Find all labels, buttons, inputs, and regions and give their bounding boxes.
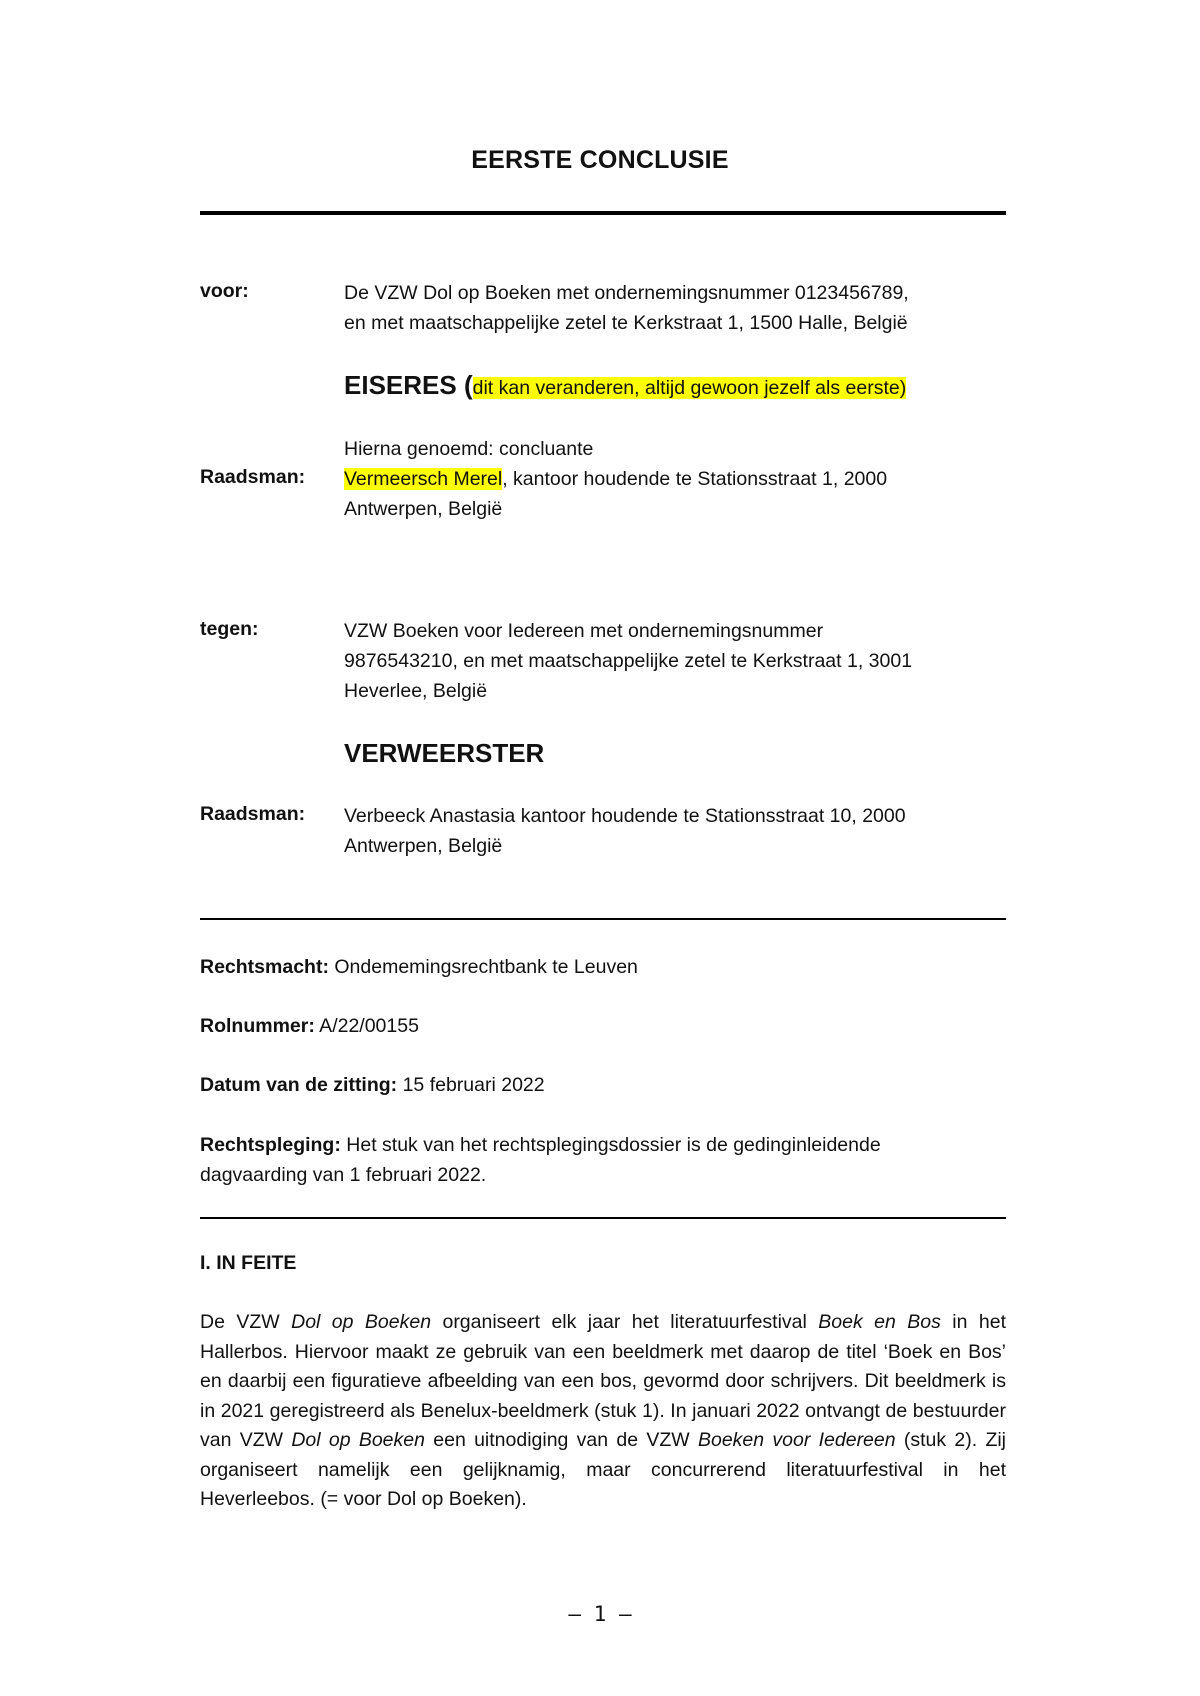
section-heading: I. IN FEITE — [200, 1252, 297, 1274]
para-text-4: een uitnodiging van de VZW — [424, 1429, 698, 1451]
eiseres-counsel-line-1 — [344, 464, 887, 494]
para-text-2: organiseert elk jaar het literatuurfestival — [431, 1311, 819, 1333]
verweerster-counsel-line-1: Verbeeck Anastasia kantoor houdende te Stationsstraat 10, 2000 — [344, 805, 906, 827]
rechtspleging-label: Rechtspleging: — [200, 1134, 341, 1156]
verweerster-line-1: VZW Boeken voor Iedereen met ondernemingsnummer — [344, 620, 824, 642]
para-em-dol-op-boeken: Dol op Boeken — [291, 1311, 432, 1333]
verweerster-heading: VERWEERSTER — [344, 738, 545, 768]
rechtspleging-line-2: dagvaarding van 1 februari 2022. — [200, 1164, 487, 1186]
rolnummer-label: Rolnummer: — [200, 1015, 315, 1037]
eiseres-line-2: en met maatschappelijke zetel te Kerkstraat 1, 1500 Halle, België — [344, 312, 908, 334]
section-paragraph — [200, 1308, 1006, 1515]
eiseres-counsel-address: , kantoor houdende te Stationsstraat 1, 2000 — [502, 468, 888, 490]
verweerster-line-2: 9876543210, en met maatschappelijke zetel te Kerkstraat 1, 3001 — [344, 650, 913, 672]
rechtsmacht-value: Ondememingsrechtbank te Leuven — [328, 956, 638, 978]
rolnummer-line — [200, 1011, 419, 1041]
hierna-genoemd: Hierna genoemd: concluante — [344, 438, 594, 460]
para-em-boek-en-bos: Boek en Bos — [818, 1311, 941, 1333]
eiseres-highlight-note: dit kan veranderen, altijd gewoon jezelf als eerste) — [472, 377, 907, 399]
para-text-5: (stuk 2). Zij organiseert namelijk een gelijknamig, maar concurrerend literatuurfestival in het Heverleebos. (= voor Dol op Boeken). — [200, 1429, 1007, 1510]
datum-value: 15 februari 2022 — [397, 1074, 545, 1096]
meta-top-divider — [200, 918, 1006, 920]
tegen-label: tegen: — [200, 618, 259, 640]
para-text-1: De VZW — [200, 1311, 292, 1333]
rechtsmacht-label: Rechtsmacht: — [200, 956, 329, 978]
meta-bottom-divider — [200, 1217, 1006, 1219]
page-number: – 1 – — [568, 1602, 632, 1626]
eiseres-paren: ( — [463, 370, 473, 400]
rechtspleging-line — [200, 1130, 881, 1160]
para-text-3: in het Hallerbos. Hiervoor maakt ze gebruik van een beeldmerk met daarop de titel ‘Boek en Bos’ en daarbij een figuratieve afbeelding van een bos, gevormd door schrijvers. Dit beeldmerk is in 2021 geregistreerd als Benelux-beeldmerk (stuk 1). In januari 2022 ontvangt de bestuurder van VZW — [200, 1311, 1006, 1451]
eiseres-heading: EISERES — [344, 370, 457, 400]
document-title: EERSTE CONCLUSIE — [471, 146, 729, 174]
eiseres-counsel-name: Vermeersch Merel — [344, 468, 503, 490]
para-em-boeken-voor-iedereen: Boeken voor Iedereen — [697, 1429, 896, 1451]
eiseres-counsel-label: Raadsman: — [200, 466, 306, 488]
rolnummer-value: A/22/00155 — [314, 1015, 419, 1037]
eiseres-party-line — [344, 370, 906, 401]
verweerster-counsel-label: Raadsman: — [200, 803, 306, 825]
datum-line — [200, 1070, 545, 1100]
eiseres-line-1: De VZW Dol op Boeken met ondernemingsnummer 0123456789, — [344, 282, 909, 304]
rechtsmacht-line — [200, 952, 638, 982]
title-divider — [200, 211, 1006, 215]
verweerster-counsel-line-2: Antwerpen, België — [344, 835, 503, 857]
para-em-dol-op-boeken-2: Dol op Boeken — [291, 1429, 425, 1451]
eiseres-counsel-line-2: Antwerpen, België — [344, 498, 503, 520]
voor-label: voor: — [200, 280, 249, 302]
datum-label: Datum van de zitting: — [200, 1074, 398, 1096]
rechtspleging-value: Het stuk van het rechtsplegingsdossier is de gedinginleidende — [340, 1134, 881, 1156]
verweerster-line-3: Heverlee, België — [344, 680, 488, 702]
